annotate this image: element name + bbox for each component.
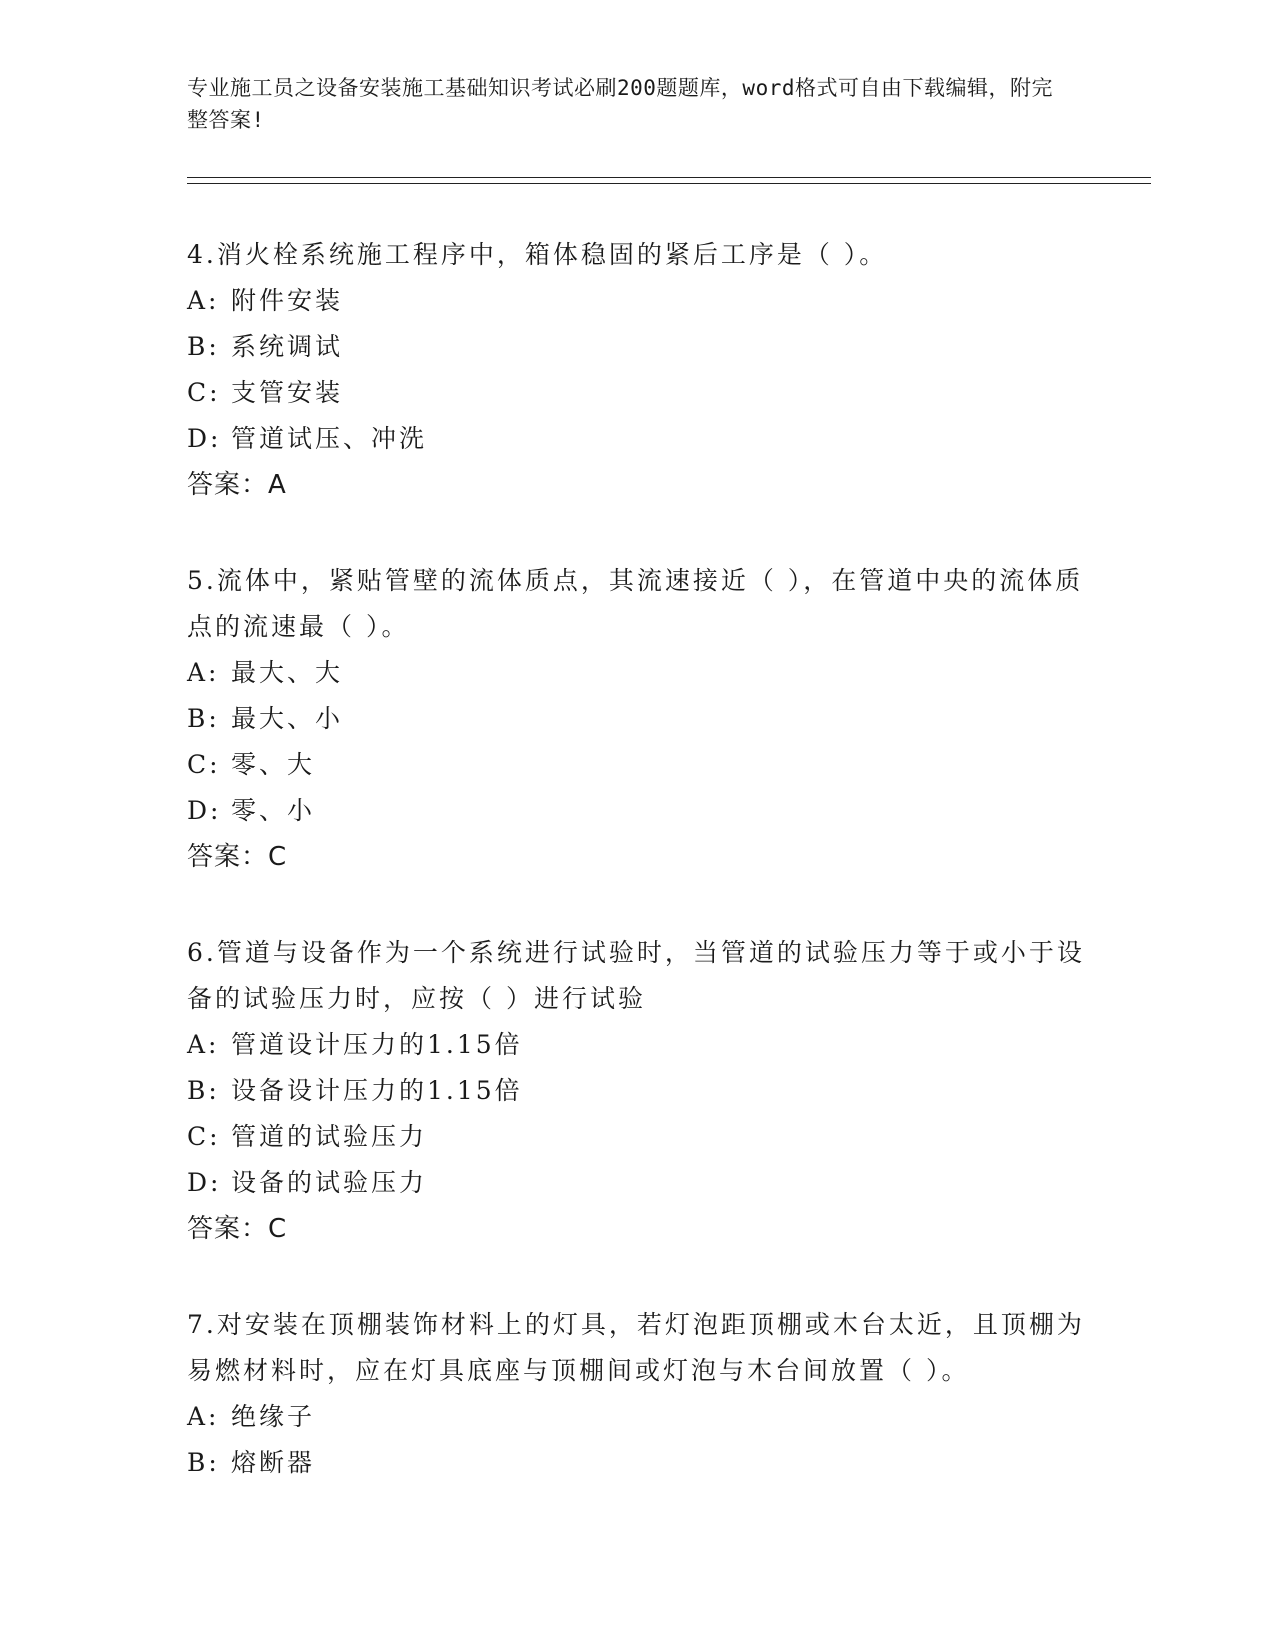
option-c xyxy=(187,370,1087,416)
option-letter: A: xyxy=(187,286,220,315)
option-text: 绝缘子 xyxy=(231,1402,316,1431)
question-stem: 5.流体中，紧贴管壁的流体质点，其流速接近（ ），在管道中央的流体质点的流速最（ ）。 xyxy=(187,566,1084,641)
option-text: 熔断器 xyxy=(231,1448,316,1477)
question-6 xyxy=(187,930,1087,1252)
option-text: 系统调试 xyxy=(231,332,344,361)
option-c xyxy=(187,742,1087,788)
option-text: 最大、小 xyxy=(231,704,344,733)
option-text: 支管安装 xyxy=(231,378,344,407)
option-a xyxy=(187,650,1087,696)
option-letter: D: xyxy=(187,796,222,825)
header-rule-bottom xyxy=(187,183,1151,184)
answer-line: 答案：C xyxy=(187,842,288,872)
option-text: 管道试压、冲洗 xyxy=(231,424,428,453)
header-rule-top xyxy=(187,177,1151,178)
option-letter: B: xyxy=(187,704,220,733)
option-letter: A: xyxy=(187,1402,220,1431)
option-b xyxy=(187,1068,1087,1114)
option-text: 设备的试验压力 xyxy=(231,1168,428,1197)
option-letter: C: xyxy=(187,750,221,779)
question-stem: 7.对安装在顶棚装饰材料上的灯具，若灯泡距顶棚或木台太近，且顶棚为易燃材料时，应在灯具底座与顶棚间或灯泡与木台间放置（ ）。 xyxy=(187,1310,1085,1385)
option-d xyxy=(187,1160,1087,1206)
option-text: 管道设计压力的1.15倍 xyxy=(231,1030,523,1059)
option-letter: A: xyxy=(187,1030,220,1059)
option-text: 管道的试验压力 xyxy=(231,1122,428,1151)
option-text: 零、大 xyxy=(231,750,316,779)
option-text: 最大、大 xyxy=(231,658,344,687)
option-b xyxy=(187,324,1087,370)
option-a xyxy=(187,1022,1087,1068)
option-text: 附件安装 xyxy=(231,286,344,315)
question-list xyxy=(187,232,1087,1536)
option-letter: B: xyxy=(187,332,220,361)
option-letter: B: xyxy=(187,1076,220,1105)
option-b xyxy=(187,1440,1087,1486)
question-stem: 6.管道与设备作为一个系统进行试验时，当管道的试验压力等于或小于设备的试验压力时，应按（ ）进行试验 xyxy=(187,938,1085,1013)
answer-line: 答案：A xyxy=(187,470,287,500)
page-header-title: 专业施工员之设备安装施工基础知识考试必刷200题题库，word格式可自由下载编辑，附完整答案! xyxy=(187,76,1053,132)
option-letter: B: xyxy=(187,1448,220,1477)
option-letter: C: xyxy=(187,1122,221,1151)
option-c xyxy=(187,1114,1087,1160)
option-letter: A: xyxy=(187,658,220,687)
question-7 xyxy=(187,1302,1087,1486)
question-5 xyxy=(187,558,1087,880)
option-b xyxy=(187,696,1087,742)
option-letter: C: xyxy=(187,378,221,407)
option-text: 设备设计压力的1.15倍 xyxy=(231,1076,523,1105)
answer-line: 答案：C xyxy=(187,1214,288,1244)
option-d xyxy=(187,788,1087,834)
question-stem: 4.消火栓系统施工程序中，箱体稳固的紧后工序是（ ）。 xyxy=(187,240,888,269)
option-text: 零、小 xyxy=(231,796,316,825)
option-letter: D: xyxy=(187,424,222,453)
option-a xyxy=(187,1394,1087,1440)
option-d xyxy=(187,416,1087,462)
option-a xyxy=(187,278,1087,324)
option-letter: D: xyxy=(187,1168,222,1197)
question-4 xyxy=(187,232,1087,508)
